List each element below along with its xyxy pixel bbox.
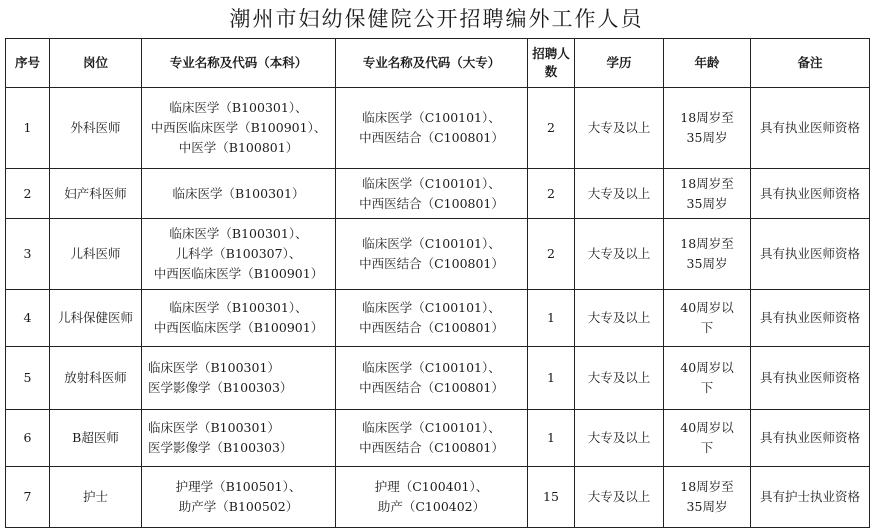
table-header-row bbox=[6, 39, 870, 88]
cell-position: 外科医师 bbox=[50, 88, 142, 169]
cell-major-college: 临床医学（C100101）、 中西医结合（C100801） bbox=[336, 347, 528, 410]
cell-no: 5 bbox=[6, 347, 50, 410]
cell-major-college: 临床医学（C100101）、 中西医结合（C100801） bbox=[336, 290, 528, 347]
cell-remarks: 具有执业医师资格 bbox=[751, 410, 870, 467]
cell-age: 40周岁以 下 bbox=[664, 290, 751, 347]
cell-remarks: 具有执业医师资格 bbox=[751, 290, 870, 347]
cell-no: 4 bbox=[6, 290, 50, 347]
recruitment-table bbox=[5, 38, 870, 528]
header-major-bachelor: 专业名称及代码（本科） bbox=[142, 39, 336, 88]
table-row bbox=[6, 347, 870, 410]
cell-position: 护士 bbox=[50, 467, 142, 528]
cell-position: 儿科医师 bbox=[50, 219, 142, 290]
cell-major-bachelor: 护理学（B100501）、 助产学（B100502） bbox=[142, 467, 336, 528]
cell-major-college: 护理（C100401）、 助产（C100402） bbox=[336, 467, 528, 528]
cell-major-bachelor: 临床医学（B100301） 医学影像学（B100303） bbox=[142, 347, 336, 410]
cell-major-bachelor: 临床医学（B100301）、 中西医临床医学（B100901）、 中医学（B100801） bbox=[142, 88, 336, 169]
cell-no: 7 bbox=[6, 467, 50, 528]
cell-age: 40周岁以 下 bbox=[664, 410, 751, 467]
cell-major-college: 临床医学（C100101）、 中西医结合（C100801） bbox=[336, 169, 528, 219]
cell-age: 40周岁以 下 bbox=[664, 347, 751, 410]
cell-count: 1 bbox=[528, 347, 575, 410]
cell-major-bachelor: 临床医学（B100301） bbox=[142, 169, 336, 219]
header-major-college: 专业名称及代码（大专） bbox=[336, 39, 528, 88]
header-position: 岗位 bbox=[50, 39, 142, 88]
table-row bbox=[6, 467, 870, 528]
cell-major-bachelor: 临床医学（B100301）、 儿科学（B100307）、 中西医临床医学（B100901） bbox=[142, 219, 336, 290]
cell-position: 放射科医师 bbox=[50, 347, 142, 410]
cell-age: 18周岁至 35周岁 bbox=[664, 88, 751, 169]
header-no: 序号 bbox=[6, 39, 50, 88]
cell-age: 18周岁至 35周岁 bbox=[664, 169, 751, 219]
header-remarks: 备注 bbox=[751, 39, 870, 88]
cell-education: 大专及以上 bbox=[575, 169, 664, 219]
table-row bbox=[6, 219, 870, 290]
table-row bbox=[6, 88, 870, 169]
cell-count: 15 bbox=[528, 467, 575, 528]
cell-education: 大专及以上 bbox=[575, 88, 664, 169]
cell-position: 妇产科医师 bbox=[50, 169, 142, 219]
cell-no: 6 bbox=[6, 410, 50, 467]
page-title: 潮州市妇幼保健院公开招聘编外工作人员 bbox=[229, 7, 644, 31]
cell-count: 2 bbox=[528, 219, 575, 290]
cell-age: 18周岁至 35周岁 bbox=[664, 219, 751, 290]
cell-no: 3 bbox=[6, 219, 50, 290]
cell-education: 大专及以上 bbox=[575, 290, 664, 347]
cell-no: 2 bbox=[6, 169, 50, 219]
cell-major-bachelor: 临床医学（B100301）、 中西医临床医学（B100901） bbox=[142, 290, 336, 347]
cell-major-college: 临床医学（C100101）、 中西医结合（C100801） bbox=[336, 88, 528, 169]
cell-remarks: 具有执业医师资格 bbox=[751, 219, 870, 290]
cell-education: 大专及以上 bbox=[575, 467, 664, 528]
cell-remarks: 具有执业医师资格 bbox=[751, 347, 870, 410]
cell-remarks: 具有护士执业资格 bbox=[751, 467, 870, 528]
table-row bbox=[6, 169, 870, 219]
cell-count: 1 bbox=[528, 410, 575, 467]
cell-remarks: 具有执业医师资格 bbox=[751, 88, 870, 169]
header-age: 年龄 bbox=[664, 39, 751, 88]
cell-no: 1 bbox=[6, 88, 50, 169]
cell-age: 18周岁至 35周岁 bbox=[664, 467, 751, 528]
cell-count: 2 bbox=[528, 88, 575, 169]
header-count: 招聘人数 bbox=[528, 39, 575, 88]
cell-count: 1 bbox=[528, 290, 575, 347]
cell-major-college: 临床医学（C100101）、 中西医结合（C100801） bbox=[336, 410, 528, 467]
cell-remarks: 具有执业医师资格 bbox=[751, 169, 870, 219]
cell-count: 2 bbox=[528, 169, 575, 219]
cell-position: 儿科保健医师 bbox=[50, 290, 142, 347]
header-education: 学历 bbox=[575, 39, 664, 88]
table-row bbox=[6, 410, 870, 467]
cell-major-bachelor: 临床医学（B100301） 医学影像学（B100303） bbox=[142, 410, 336, 467]
cell-position: B超医师 bbox=[50, 410, 142, 467]
cell-major-college: 临床医学（C100101）、 中西医结合（C100801） bbox=[336, 219, 528, 290]
cell-education: 大专及以上 bbox=[575, 347, 664, 410]
cell-education: 大专及以上 bbox=[575, 219, 664, 290]
table-row bbox=[6, 290, 870, 347]
cell-education: 大专及以上 bbox=[575, 410, 664, 467]
